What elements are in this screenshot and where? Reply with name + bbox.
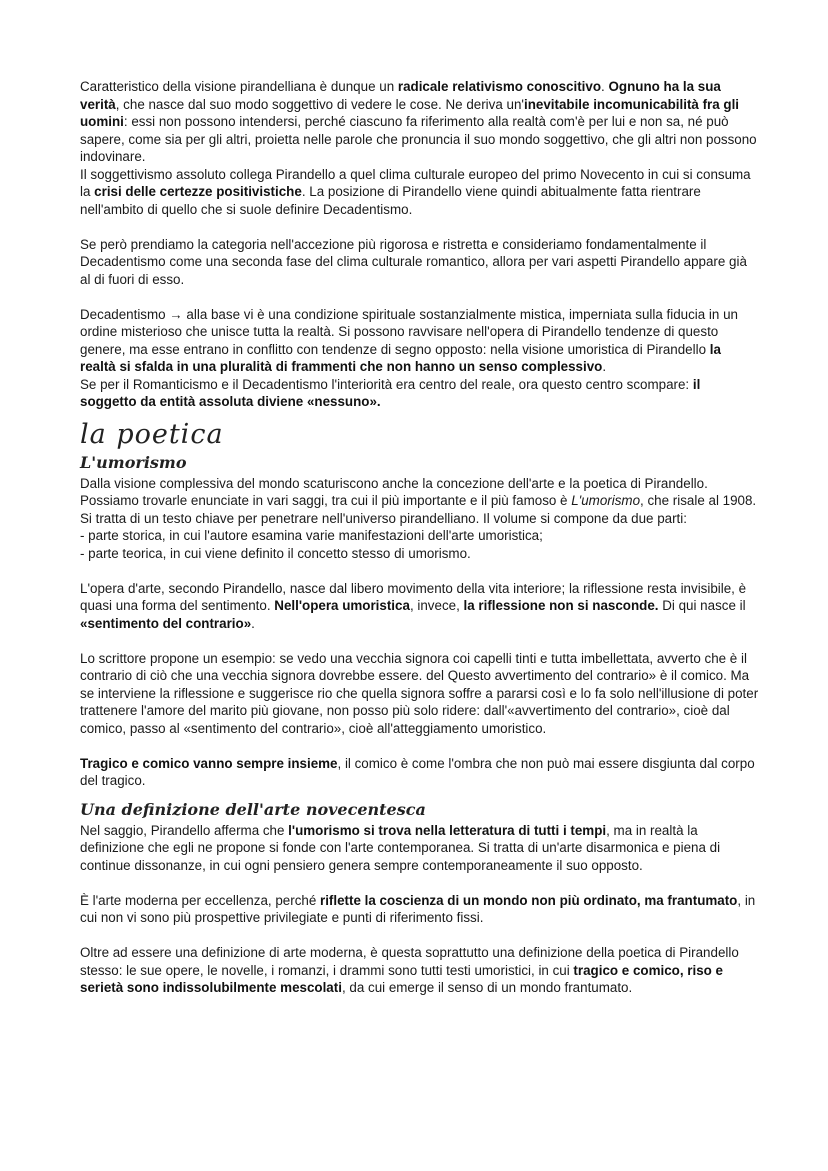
paragraph-romanticismo: Se per il Romanticismo e il Decadentismo l'interiorità era centro del reale, ora questo centro scompare: il soggetto da entità assoluta diviene «nessuno». xyxy=(80,376,701,409)
list-item: - parte teorica, in cui viene definito il concetto stesso di umorismo. xyxy=(80,545,471,561)
list-item: - parte storica, in cui l'autore esamina varie manifestazioni dell'arte umoristica; xyxy=(80,528,543,543)
paragraph-soggettivismo: Il soggettivismo assoluto collega Pirandello a quel clima culturale europeo del primo Novecento in cui si consuma la crisi delle certezze positivistiche. La posizione di Pirandello viene quindi abitualmente fatta rientrare nell'ambito di quello che si suole definire Decadentismo. xyxy=(80,166,751,217)
subheading-definizione: Una definizione dell'arte novecentesca xyxy=(80,799,426,819)
document-page xyxy=(80,78,760,997)
section-title-poetica: la poetica xyxy=(80,418,224,450)
paragraph-esempio: Lo scrittore propone un esempio: se vedo una vecchia signora coi capelli tinti e tutta imbellettata, avverto che è il contrario di ciò che una vecchia signora dovrebbe essere. del Questo avvertimento del contrario» è il comico. Ma se interviene la riflessione e suggerisce rio che quella signora soffre a pararsi così e lo fa solo nell'illusione di poter trattenere l'amore del marito più giovane, non posso più solo ridere: dall'«avvertimento del contrario», cioè dal comico, passo al «sentimento del contrario», cioè all'atteggiamento umoristico. xyxy=(80,650,759,736)
paragraph-saggi: Dalla visione complessiva del mondo scaturiscono anche la concezione dell'arte e la poetica di Pirandello. Possiamo trovarle enunciate in vari saggi, tra cui il più importante e il più famoso è L'umorismo, che risale al 1908. Si tratta di un testo chiave per penetrare nell'universo pirandelliano. Il volume si compone da due parti: xyxy=(80,475,757,526)
paragraph-relativismo: Caratteristico della visione pirandelliana è dunque un radicale relativismo conoscitivo. Ognuno ha la sua verità, che nasce dal suo modo soggettivo di vedere le cose. Ne deriva un'inevitabile incomunicabilità fra gli uomini: essi non possono intendersi, perché ciascuno fa riferimento alla realtà com'è per lui e non sa, né può sapere, come sia per gli altri, proietta nelle parole che pronuncia il suo mondo soggettivo, che gli altri non possono indovinare. xyxy=(80,79,757,164)
paragraph-arte-moderna: È l'arte moderna per eccellenza, perché riflette la coscienza di un mondo non più ordinato, ma frantumato, in cui non vi sono più prospettive privilegiate e punti di riferimento fissi. xyxy=(80,892,756,925)
paragraph-tragico-comico: Tragico e comico vanno sempre insieme, il comico è come l'ombra che non può mai essere disgiunta dal corpo del tragico. xyxy=(80,755,755,788)
subheading-umorismo: L'umorismo xyxy=(80,452,187,472)
paragraph-decadentismo: Decadentismo → alla base vi è una condizione spirituale sostanzialmente mistica, imperniata sulla fiducia in un ordine misterioso che unisce tutta la realtà. Si possono ravvisare nell'opera di Pirandello tendenze di questo genere, ma esse entrano in conflitto con tendenze di segno opposto: nella visione umoristica di Pirandello la realtà si sfalda in una pluralità di frammenti che non hanno un senso complessivo. xyxy=(80,306,738,374)
paragraph-opera-arte: L'opera d'arte, secondo Pirandello, nasce dal libero movimento della vita interiore; la riflessione resta invisibile, è quasi una forma del sentimento. Nell'opera umoristica, invece, la riflessione non si nasconde. Di qui nasce il «sentimento del contrario». xyxy=(80,580,747,631)
paragraph-poetica-pirandello: Oltre ad essere una definizione di arte moderna, è questa soprattutto una definizione della poetica di Pirandello stesso: le sue opere, le novelle, i romanzi, i drammi sono tutti testi umoristici, in cui tragico e comico, riso e serietà sono indissolubilmente mescolati, da cui emerge il senso di un mondo frantumato. xyxy=(80,945,739,995)
paragraph-categoria: Se però prendiamo la categoria nell'accezione più rigorosa e ristretta e consideriamo fondamentalmente il Decadentismo come una seconda fase del clima culturale romantico, allora per vari aspetti Pirandello appare già al di fuori di esso. xyxy=(80,236,747,287)
paragraph-saggio: Nel saggio, Pirandello afferma che l'umorismo si trova nella letteratura di tutti i tempi, ma in realtà la definizione che egli ne propone si fonde con l'arte contemporanea. Si tratta di un'arte disarmonica e piena di continue dissonanze, in cui ogni pensiero genera sempre contemporaneamente il suo opposto. xyxy=(80,822,721,873)
